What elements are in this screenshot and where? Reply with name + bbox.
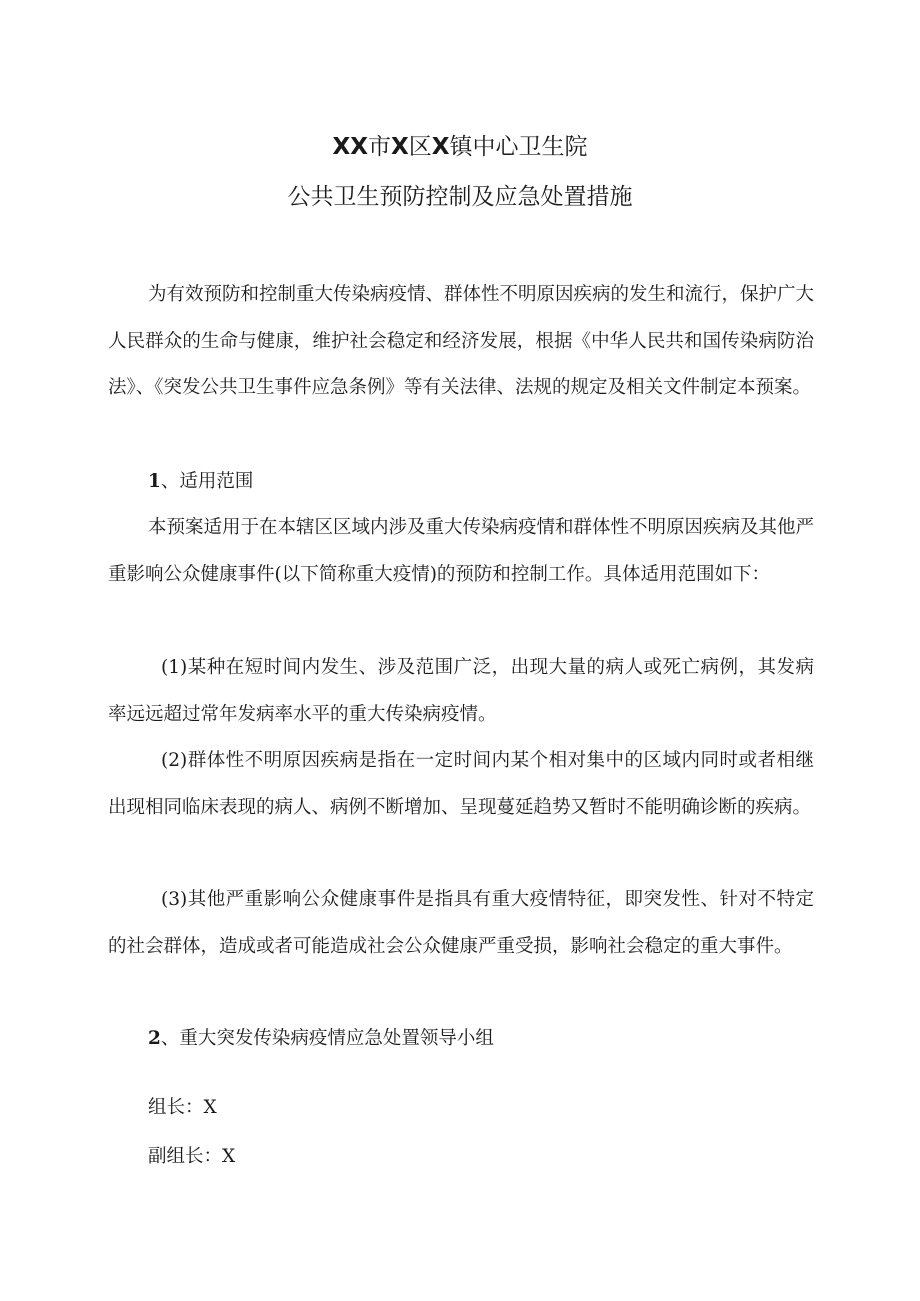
section-2-number: 2 (148, 1028, 161, 1049)
title-part-district-code: X (391, 134, 409, 160)
scope-item-3: (3)其他严重影响公众健康事件是指具有重大疫情特征，即突发性、针对不特定的社会群体，造成或者可能造成社会公众健康严重受损，影响社会稳定的重大事件。 (108, 889, 814, 957)
scope-item-2: (2)群体性不明原因疾病是指在一定时间内某个相对集中的区域内同时或者相继出现相同临床表现的病人、病例不断增加、呈现蔓延趋势又暂时不能明确诊断的疾病。 (108, 750, 814, 818)
title-part-city: 市 (368, 134, 391, 160)
intro-paragraph: 为有效预防和控制重大传染病疫情、群体性不明原因疾病的发生和流行，保护广大人民群众的生命与健康，维护社会稳定和经济发展，根据《中华人民共和国传染病防治法》、《突发公共卫生事件应急条例》等有关法律、法规的规定及相关文件制定本预案。 (108, 284, 815, 398)
title-part-district: 区 (408, 134, 432, 160)
section-1-heading-text: 、适用范围 (160, 471, 254, 492)
document-subtitle: 公共卫生预防控制及应急处置措施 (287, 184, 633, 210)
title-part-town-code: X (431, 134, 450, 160)
deputy-group-leader: 副组长：X (148, 1146, 236, 1167)
group-leader: 组长：X (148, 1097, 217, 1118)
document-title (0, 128, 920, 161)
section-2-heading-text: 、重大突发传染病疫情应急处置领导小组 (160, 1028, 494, 1049)
title-part-city-code: XX (332, 134, 368, 160)
scope-paragraph: 本预案适用于在本辖区区域内涉及重大传染病疫情和群体性不明原因疾病及其他严重影响公众健康事件(以下简称重大疫情)的预防和控制工作。具体适用范围如下： (108, 517, 815, 585)
title-part-hospital: 镇中心卫生院 (449, 134, 588, 160)
section-2-heading (108, 1016, 814, 1063)
scope-item-1: (1)某种在短时间内发生、涉及范围广泛，出现大量的病人或死亡病例，其发病率远远超过常年发病率水平的重大传染病疫情。 (108, 657, 814, 725)
section-1-number: 1 (148, 471, 161, 492)
section-1-heading (108, 459, 814, 506)
